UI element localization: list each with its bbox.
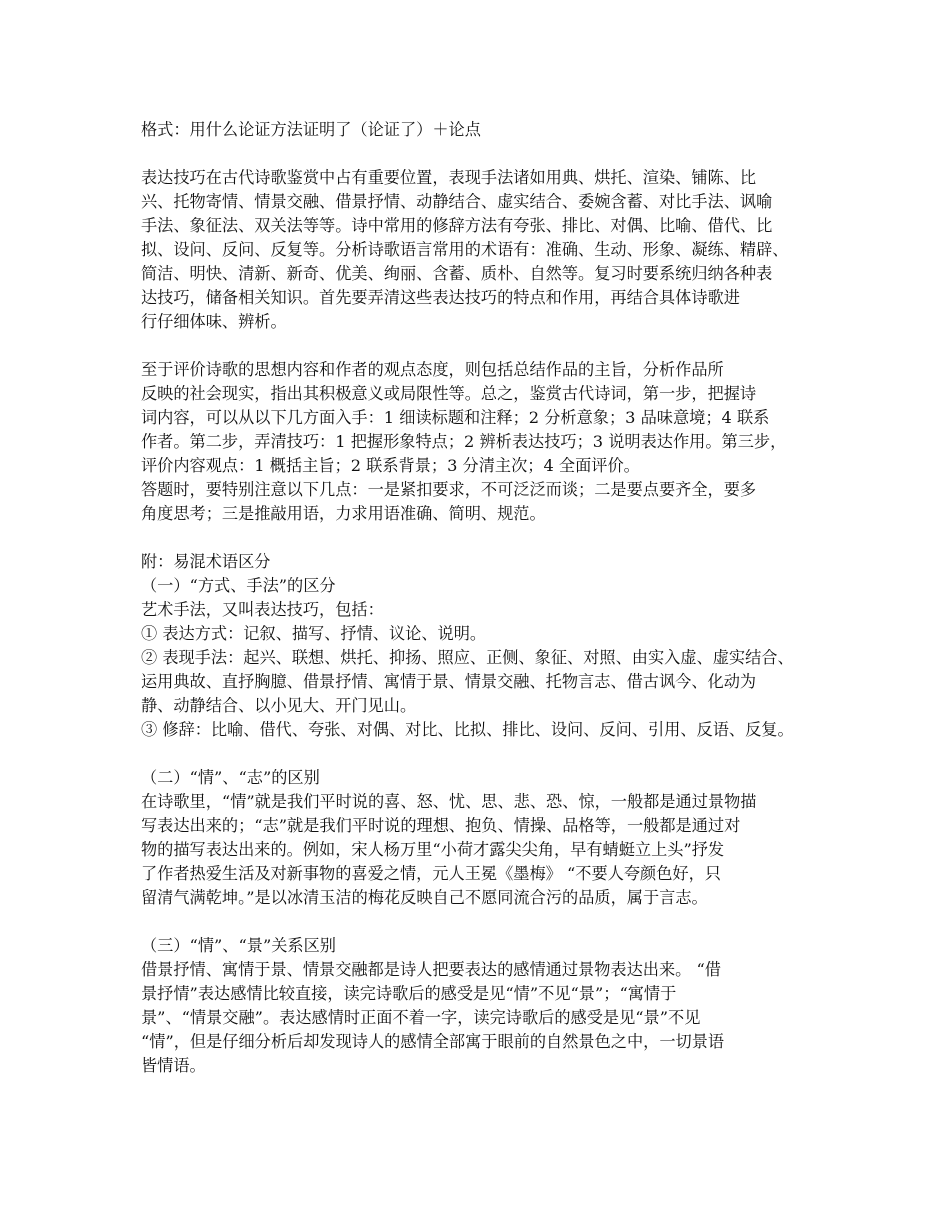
list-item: ① 表达方式：记叙、描写、抒情、议论、说明。 xyxy=(141,624,487,643)
paragraph-gap xyxy=(141,334,821,358)
text-line: 运用典故、直抒胸臆、借景抒情、寓情于景、情景交融、托物言志、借古讽今、化动为 xyxy=(141,672,757,691)
text-line: 作者。第二步，弄清技巧：1 把握形象特点；2 辨析表达技巧；3 说明表达作用。第三步， xyxy=(141,432,787,451)
paragraph-gap xyxy=(141,742,821,766)
text-line: 词内容，可以从以下几方面入手：1 细读标题和注释；2 分析意象；3 品味意境；4 联系 xyxy=(141,408,770,427)
text-line: 景”、“情景交融”。表达感情时正面不着一字，读完诗歌后的感受是见“景”不见 xyxy=(141,1008,701,1027)
document-body xyxy=(141,118,821,1078)
paragraph-gap xyxy=(141,910,821,934)
section-emotion-aspiration xyxy=(141,766,821,910)
paragraph-gap xyxy=(141,526,821,550)
text-line: 手法、象征法、双关法等等。诗中常用的修辞方法有夸张、排比、对偶、比喻、借代、比 xyxy=(141,216,773,235)
text-line: 表达技巧在古代诗歌鉴赏中占有重要位置，表现手法诸如用典、烘托、渲染、铺陈、比 xyxy=(141,168,757,187)
text-line: 至于评价诗歌的思想内容和作者的观点态度，则包括总结作品的主旨，分析作品所 xyxy=(141,360,724,379)
text-line: 行仔细体味、辨析。 xyxy=(141,312,287,331)
appendix-section xyxy=(141,550,821,742)
section-emotion-scenery xyxy=(141,934,821,1078)
text-line: 反映的社会现实，指出其积极意义或局限性等。总之，鉴赏古代诗词，第一步，把握诗 xyxy=(141,384,757,403)
text-line: 写表达出来的；“志”就是我们平时说的理想、抱负、情操、品格等，一般都是通过对 xyxy=(141,816,741,835)
section-heading: （三）“情”、“景”关系区别 xyxy=(141,936,336,955)
section-heading: （二）“情”、“志”的区别 xyxy=(141,768,320,787)
text-line: 皆情语。 xyxy=(141,1056,206,1075)
text-line: 答题时，要特别注意以下几点：一是紧扣要求，不可泛泛而谈；二是要点要齐全，要多 xyxy=(141,480,757,499)
appendix-title: 附：易混术语区分 xyxy=(141,552,271,571)
text-line: 静、动静结合、以小见大、开门见山。 xyxy=(141,696,417,715)
text-line: 达技巧，储备相关知识。首先要弄清这些表达技巧的特点和作用，再结合具体诗歌进 xyxy=(141,288,740,307)
text-line: 兴、托物寄情、情景交融、借景抒情、动静结合、虚实结合、委婉含蓄、对比手法、讽喻 xyxy=(141,192,773,211)
text-line: 评价内容观点：1 概括主旨；2 联系背景；3 分清主次；4 全面评价。 xyxy=(141,456,640,475)
text-line: 角度思考；三是推敲用语，力求用语准确、简明、规范。 xyxy=(141,504,546,523)
paragraph-evaluation xyxy=(141,358,821,526)
text-line: 了作者热爱生活及对新事物的喜爱之情，元人王冕《墨梅》 “不要人夸颜色好，只 xyxy=(141,864,721,883)
text-line: “情”，但是仔细分析后却发现诗人的感情全部寓于眼前的自然景色之中，一切景语 xyxy=(141,1032,725,1051)
paragraph-expression-techniques xyxy=(141,166,821,334)
text-line: 景抒情”表达感情比较直接，读完诗歌后的感受是见“情”不见“景”；“寓情于 xyxy=(141,984,677,1003)
format-line: 格式：用什么论证方法证明了（论证了）＋论点 xyxy=(141,120,481,139)
text-line: 在诗歌里，“情”就是我们平时说的喜、怒、忧、思、悲、恐、惊，一般都是通过景物描 xyxy=(141,792,757,811)
list-item: ③ 修辞：比喻、借代、夸张、对偶、对比、比拟、排比、设问、反问、引用、反语、反复。 xyxy=(141,720,794,739)
paragraph-gap xyxy=(141,142,821,166)
text-line: 艺术手法，又叫表达技巧，包括： xyxy=(141,600,384,619)
section-heading: （一）“方式、手法”的区分 xyxy=(141,576,336,595)
text-line: 物的描写表达出来的。例如，宋人杨万里“小荷才露尖尖角，早有蜻蜓立上头”抒发 xyxy=(141,840,725,859)
text-line: 留清气满乾坤。”是以冰清玉洁的梅花反映自己不愿同流合污的品质，属于言志。 xyxy=(141,888,708,907)
text-line: 简洁、明快、清新、新奇、优美、绚丽、含蓄、质朴、自然等。复习时要系统归纳各种表 xyxy=(141,264,773,283)
text-line: 借景抒情、寓情于景、情景交融都是诗人把要表达的感情通过景物表达出来。 “借 xyxy=(141,960,721,979)
list-item: ② 表现手法：起兴、联想、烘托、抑扬、照应、正侧、象征、对照、由实入虚、虚实结合、 xyxy=(141,648,794,667)
text-line: 拟、设问、反问、反复等。分析诗歌语言常用的术语有：准确、生动、形象、凝练、精辟、 xyxy=(141,240,789,259)
